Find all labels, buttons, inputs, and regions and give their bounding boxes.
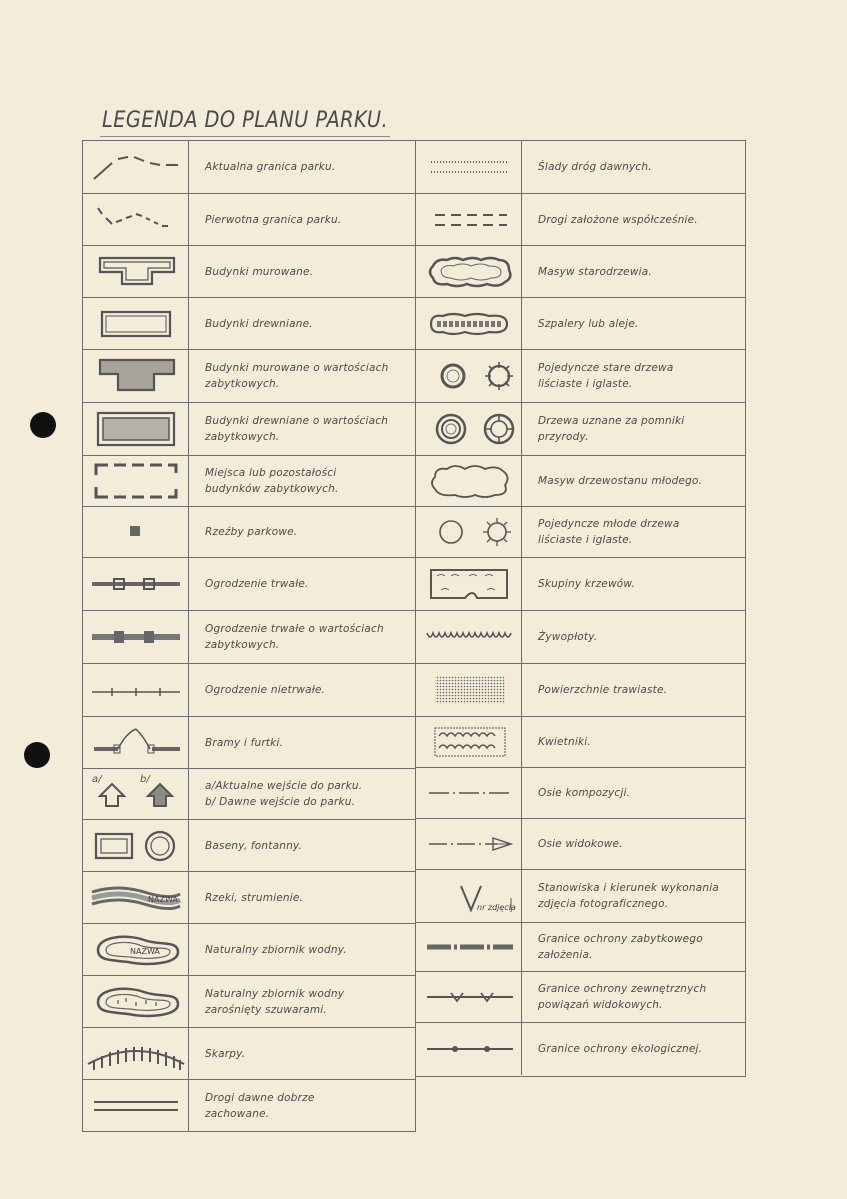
legend-label <box>522 558 745 610</box>
legend-row <box>416 767 745 818</box>
page-title: LEGENDA DO PLANU PARKU. <box>102 108 389 133</box>
legend-label <box>189 924 415 975</box>
legend-row <box>83 768 415 819</box>
legend-row <box>416 716 745 767</box>
legend-label <box>522 141 745 193</box>
legend-label <box>189 872 415 923</box>
hedge-alley-icon <box>416 298 522 349</box>
view-protection-boundary-icon <box>416 972 522 1022</box>
legend-label-line: zabytkowych. <box>205 378 280 390</box>
legend-label-line: Drzewa uznane za pomniki <box>538 415 685 427</box>
legend-label <box>189 246 415 297</box>
legend-row <box>83 402 415 455</box>
historic-permanent-fence-icon <box>83 611 189 663</box>
legend-label-line: Żywopłoty. <box>538 631 598 643</box>
legend-label <box>522 298 745 349</box>
legend-row <box>416 922 745 971</box>
gate-icon <box>83 717 189 768</box>
legend-label <box>189 611 415 663</box>
permanent-fence-icon <box>83 558 189 610</box>
legend-label <box>522 611 745 663</box>
legend-label-line: Rzeźby parkowe. <box>205 526 298 538</box>
legend-label-line: Masyw starodrzewia. <box>538 265 652 278</box>
legend-label <box>522 403 745 455</box>
legend-label-line: Osie kompozycji. <box>538 787 631 799</box>
legend-label-line: Granice ochrony zabytkowego <box>538 933 703 945</box>
legend-row <box>83 923 415 975</box>
legend-row <box>416 610 745 663</box>
legend-label-line: Szpalery lub aleje. <box>538 317 639 330</box>
legend-label <box>189 820 415 871</box>
legend-row <box>416 557 745 610</box>
legend-row <box>416 455 745 506</box>
park-entrance-icon <box>83 769 189 819</box>
legend-label-line: Skarpy. <box>205 1047 246 1060</box>
legend-label-line: Ogrodzenie trwałe. <box>205 578 309 590</box>
legend-label <box>522 923 745 971</box>
legend-label <box>189 350 415 402</box>
title-underline <box>100 136 390 137</box>
svg-text:a/: a/ <box>91 774 101 785</box>
legend-label-line: liściaste i iglaste. <box>538 378 633 390</box>
legend-row <box>83 245 415 297</box>
legend-label-line: powiązań widokowych. <box>538 999 663 1011</box>
legend-row <box>83 610 415 663</box>
legend-row <box>83 141 415 193</box>
legend-label <box>189 1028 415 1079</box>
legend-label-line: Budynki murowane o wartościach <box>205 362 389 374</box>
legend-label <box>522 1023 745 1075</box>
legend-row <box>83 716 415 768</box>
legend-label-line: Miejsca lub pozostałości <box>205 467 337 479</box>
legend-label-line: Budynki drewniane o wartościach <box>205 415 389 427</box>
legend-row <box>416 349 745 402</box>
river-icon <box>83 872 189 923</box>
legend-label-line: zarośnięty szuwarami. <box>205 1003 327 1016</box>
legend-row <box>83 975 415 1027</box>
old-road-traces-icon <box>416 141 522 193</box>
historic-building-remains-icon <box>83 456 189 506</box>
legend-label <box>189 769 415 819</box>
legend-label-line: Naturalny zbiornik wodny. <box>205 943 347 956</box>
legend-label <box>189 456 415 506</box>
legend-label-line: Powierzchnie trawiaste. <box>538 684 668 696</box>
legend-label <box>522 456 745 506</box>
legend-row <box>416 971 745 1022</box>
legend-label-line: Drogi założone współcześnie. <box>538 213 698 226</box>
legend-label-line: Budynki drewniane. <box>205 317 313 330</box>
legend-row <box>416 402 745 455</box>
legend-label-line: budynków zabytkowych. <box>205 483 339 495</box>
legend-label <box>522 717 745 767</box>
legend-label-line: Ogrodzenie nietrwałe. <box>205 684 326 696</box>
legend-label-line: Skupiny krzewów. <box>538 578 636 590</box>
legend-row <box>416 663 745 716</box>
park-sculpture-icon <box>83 507 189 557</box>
legend-label-line: Drogi dawne dobrze <box>205 1091 315 1104</box>
legend-label <box>189 141 415 193</box>
legend-row <box>83 193 415 245</box>
brick-building-icon <box>83 246 189 297</box>
legend-label <box>522 819 745 869</box>
contemporary-road-icon <box>416 194 522 245</box>
escarpment-icon <box>83 1028 189 1079</box>
legend-label <box>189 194 415 245</box>
legend-label-line: Aktualna granica parku. <box>205 161 336 173</box>
legend-row <box>416 245 745 297</box>
legend-label-line: Granice ochrony ekologicznej. <box>538 1043 703 1055</box>
young-single-tree-icon <box>416 507 522 557</box>
legend-row <box>83 819 415 871</box>
grass-surface-icon <box>416 664 522 716</box>
living-hedge-icon <box>416 611 522 663</box>
original-park-boundary-icon <box>83 194 189 245</box>
legend-row <box>416 506 745 557</box>
legend-row <box>83 506 415 557</box>
heritage-protection-boundary-icon <box>416 923 522 971</box>
current-park-boundary-icon <box>83 141 189 193</box>
legend-label-line: Ogrodzenie trwałe o wartościach <box>205 623 384 635</box>
young-tree-mass-icon <box>416 456 522 506</box>
svg-text:NAZWA: NAZWA <box>147 894 178 904</box>
historic-brick-building-icon <box>83 350 189 402</box>
legend-row <box>416 297 745 349</box>
photo-position-icon <box>416 870 522 922</box>
view-axis-icon <box>416 819 522 869</box>
legend-label <box>189 1080 415 1131</box>
legend-label <box>189 558 415 610</box>
historic-wooden-building-icon <box>83 403 189 455</box>
svg-text:NAZWA: NAZWA <box>129 946 160 956</box>
legend-label-line: zdjęcia fotograficznego. <box>538 898 669 910</box>
legend-label-line: a/Aktualne wejście do parku. <box>205 780 363 792</box>
legend-label <box>522 972 745 1022</box>
legend-label-line: b/ Dawne wejście do parku. <box>205 796 356 808</box>
legend-row <box>416 818 745 869</box>
legend-label-line: zabytkowych. <box>205 639 280 651</box>
natural-monument-tree-icon <box>416 403 522 455</box>
legend-row <box>83 1079 415 1131</box>
legend-label <box>522 768 745 818</box>
legend-label <box>522 350 745 402</box>
legend-label-line: Ślady dróg dawnych. <box>538 161 652 173</box>
legend-label-line: liściaste i iglaste. <box>538 534 633 546</box>
legend-label <box>189 298 415 349</box>
legend-label-line: Pojedyncze stare drzewa <box>538 362 674 374</box>
legend-row <box>83 455 415 506</box>
non-permanent-fence-icon <box>83 664 189 716</box>
legend-label-line: Pierwotna granica parku. <box>205 213 342 226</box>
legend-label-line: Rzeki, strumienie. <box>205 891 304 904</box>
flowerbed-icon <box>416 717 522 767</box>
ecological-protection-boundary-icon <box>416 1023 522 1075</box>
overgrown-water-body-icon <box>83 976 189 1027</box>
legend-label <box>522 664 745 716</box>
legend-row <box>416 141 745 193</box>
legend-label-line: zabytkowych. <box>205 431 280 443</box>
legend-label-line: Osie widokowe. <box>538 838 623 850</box>
legend-label-line: Budynki murowane. <box>205 265 314 278</box>
legend-label <box>189 403 415 455</box>
punch-hole-bottom <box>24 742 50 768</box>
legend-row <box>83 1027 415 1079</box>
legend-label <box>522 246 745 297</box>
legend-left-column <box>82 140 416 1132</box>
legend-right-column <box>415 140 746 1077</box>
pool-fountain-icon <box>83 820 189 871</box>
legend-label <box>189 717 415 768</box>
old-single-tree-icon <box>416 350 522 402</box>
legend-label-line: Granice ochrony zewnętrznych <box>538 983 707 995</box>
legend-label <box>522 507 745 557</box>
legend-row <box>83 663 415 716</box>
legend-label-line: zachowane. <box>205 1107 270 1120</box>
legend-label <box>522 194 745 245</box>
legend-row <box>83 871 415 923</box>
wooden-building-icon <box>83 298 189 349</box>
punch-hole-top <box>30 412 56 438</box>
legend-label-line: Baseny, fontanny. <box>205 839 303 852</box>
well-preserved-old-road-icon <box>83 1080 189 1131</box>
svg-text:nr zdjęcia: nr zdjęcia <box>476 903 516 912</box>
legend-row <box>83 297 415 349</box>
legend-row <box>416 869 745 922</box>
legend-label <box>189 664 415 716</box>
legend-label-line: Kwietniki. <box>538 736 591 748</box>
legend-row <box>83 349 415 402</box>
legend-label-line: przyrody. <box>538 431 589 443</box>
legend-label-line: założenia. <box>538 949 593 961</box>
legend-label-line: Pojedyncze młode drzewa <box>538 518 680 530</box>
legend-label-line: Masyw drzewostanu młodego. <box>538 475 703 487</box>
legend-label-line: Naturalny zbiornik wodny <box>205 987 345 1000</box>
legend-row <box>416 193 745 245</box>
legend-label-line: Stanowiska i kierunek wykonania <box>538 882 719 894</box>
old-tree-mass-icon <box>416 246 522 297</box>
svg-text:b/: b/ <box>139 774 150 785</box>
shrub-group-icon <box>416 558 522 610</box>
composition-axis-icon <box>416 768 522 818</box>
water-body-icon <box>83 924 189 975</box>
legend-label <box>522 870 745 922</box>
legend-row <box>83 557 415 610</box>
legend-label-line: Bramy i furtki. <box>205 736 284 749</box>
legend-label <box>189 976 415 1027</box>
legend-row <box>416 1022 745 1075</box>
legend-label <box>189 507 415 557</box>
